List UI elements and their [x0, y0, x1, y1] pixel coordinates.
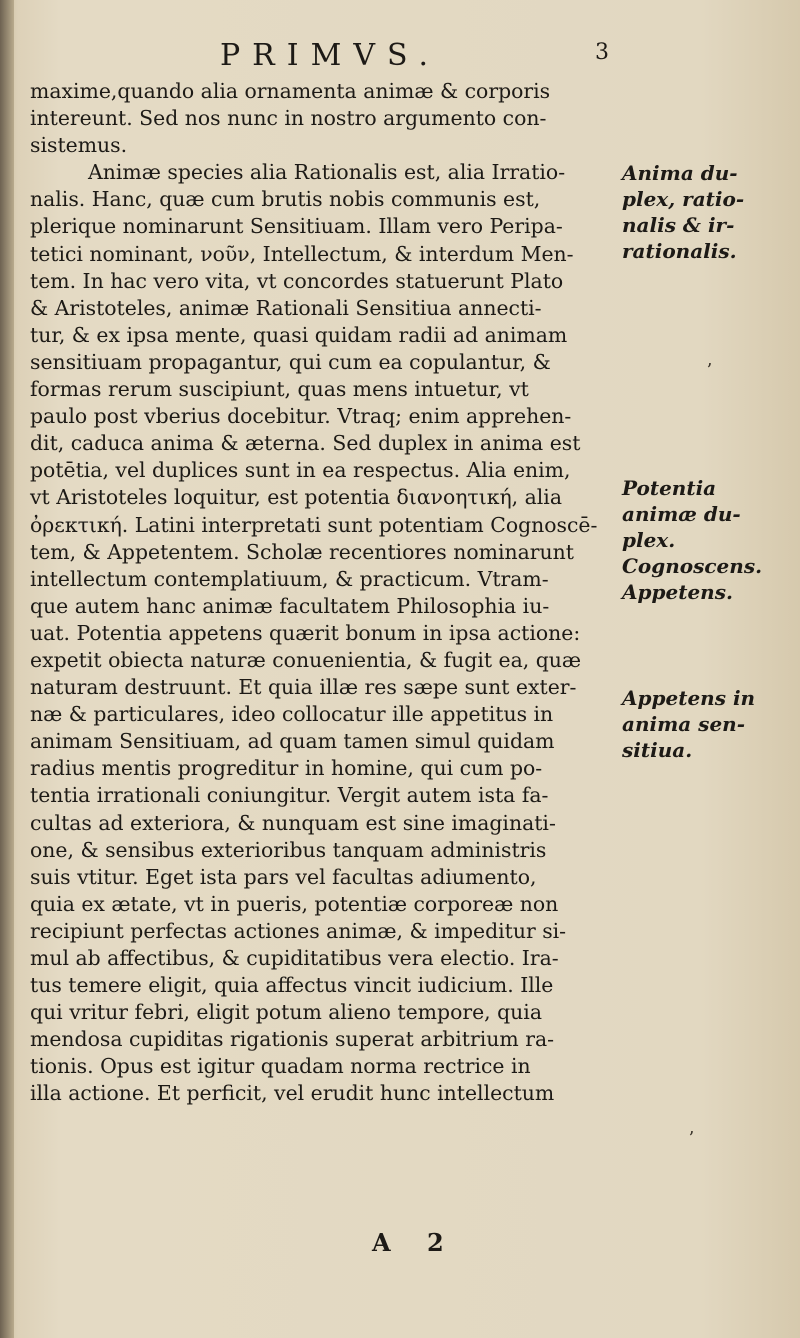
- text-line: vt Aristoteles loquitur, est potentia διανοητική, alia: [30, 485, 562, 510]
- text-line: tur, & ex ipsa mente, quasi quidam radii ad animam: [30, 322, 568, 347]
- margin-note-line: plex, ratio-: [622, 187, 745, 211]
- text-line: dit, caduca anima & æterna. Sed duplex in anima est: [30, 431, 581, 456]
- margin-note-potentia: [622, 475, 797, 605]
- text-line: radius mentis progreditur in homine, qui cum po-: [30, 756, 543, 781]
- text-line: tem. In hac vero vita, vt concordes statuerunt Plato: [30, 268, 564, 293]
- margin-note-line: Anima du-: [622, 161, 738, 185]
- ink-speck: ʼ: [688, 1128, 694, 1149]
- text-line: sistemus.: [30, 133, 128, 158]
- text-line: nalis. Hanc, quæ cum brutis nobis communis est,: [30, 187, 541, 212]
- text-line: formas rerum suscipiunt, quas mens intuetur, vt: [30, 377, 529, 402]
- text-line: tetici nominant, νοῦν, Intellectum, & interdum Men-: [30, 241, 574, 266]
- text-line: tem, & Appetentem. Scholæ recentiores nominarunt: [30, 539, 574, 564]
- text-line: maxime,quando alia ornamenta animæ & corporis: [30, 79, 551, 103]
- text-line: intellectum contemplatiuum, & practicum. Vtram-: [30, 566, 549, 591]
- text-line: intereunt. Sed nos nunc in nostro argumento con-: [30, 106, 547, 131]
- text-line: suis vtitur. Eget ista pars vel facultas adiumento,: [30, 864, 537, 889]
- margin-note-line: Cognoscens.: [622, 554, 763, 578]
- text-line: recipiunt perfectas actiones animæ, & impeditur si-: [30, 918, 567, 943]
- text-line: paulo post vberius docebitur. Vtraq; enim apprehen-: [30, 404, 572, 429]
- text-line: cultas ad exteriora, & nunquam est sine imaginati-: [30, 810, 556, 835]
- margin-note-line: rationalis.: [622, 239, 737, 263]
- text-line: sensitiuam propagantur, qui cum ea copulantur, &: [30, 349, 551, 374]
- text-line: mul ab affectibus, & cupiditatibus vera electio. Ira-: [30, 946, 559, 970]
- text-line: illa actione. Et perficit, vel erudit hunc intellectum: [30, 1081, 555, 1106]
- text-line: & Aristoteles, animæ Rationali Sensitiua annecti-: [30, 295, 542, 320]
- margin-note-line: sitiua.: [622, 738, 693, 762]
- margin-note-appetens: [622, 685, 797, 763]
- margin-note-line: Potentia: [622, 476, 717, 500]
- text-line: que autem hanc animæ facultatem Philosophia iu-: [30, 593, 550, 618]
- running-title: PRIMVS.: [220, 38, 441, 73]
- text-line: mendosa cupiditas rigationis superat arbitrium ra-: [30, 1027, 555, 1052]
- text-line: plerique nominarunt Sensitiuam. Illam vero Peripa-: [30, 214, 563, 239]
- text-line: animam Sensitiuam, ad quam tamen simul quidam: [30, 729, 555, 754]
- main-text: [30, 78, 620, 1108]
- text-line: Animæ species alia Rationalis est, alia Irratio-: [88, 160, 566, 185]
- margin-note-line: plex.: [622, 528, 676, 552]
- page-number: 3: [595, 40, 609, 65]
- text-line: uat. Potentia appetens quærit bonum in ipsa actione:: [30, 620, 581, 645]
- text-line: potētia, vel duplices sunt in ea respectus. Alia enim,: [30, 458, 571, 483]
- text-line: quia ex ætate, vt in pueris, potentiæ corporeæ non: [30, 891, 559, 916]
- text-line: one, & sensibus exterioribus tanquam administris: [30, 837, 547, 862]
- text-line: expetit obiecta naturæ conuenientia, & fugit ea, quæ: [30, 647, 582, 672]
- text-line: tionis. Opus est igitur quadam norma rectrice in: [30, 1054, 531, 1079]
- text-line: tus temere eligit, quia affectus vincit iudicium. Ille: [30, 973, 554, 998]
- margin-note-line: anima sen-: [622, 712, 746, 736]
- margin-note-line: nalis & ir-: [622, 213, 735, 237]
- binding-shadow: [0, 0, 14, 1338]
- margin-note-line: animæ du-: [622, 502, 741, 526]
- text-line: næ & particulares, ideo collocatur ille appetitus in: [30, 702, 554, 727]
- ink-speck: ʼ: [706, 360, 712, 381]
- text-line: tentia irrationali coniungitur. Vergit autem ista fa-: [30, 783, 549, 808]
- margin-note-anima-duplex: [622, 160, 797, 264]
- text-line: ὀρεκτική. Latini interpretati sunt potentiam Cognoscē-: [30, 512, 598, 537]
- text-line: naturam destruunt. Et quia illæ res sæpe sunt exter-: [30, 675, 577, 700]
- margin-note-line: Appetens in: [622, 686, 756, 710]
- text-line: qui vritur febri, eligit potum alieno tempore, quia: [30, 1000, 542, 1025]
- margin-note-line: Appetens.: [622, 580, 733, 604]
- signature-mark: A 2: [372, 1228, 458, 1257]
